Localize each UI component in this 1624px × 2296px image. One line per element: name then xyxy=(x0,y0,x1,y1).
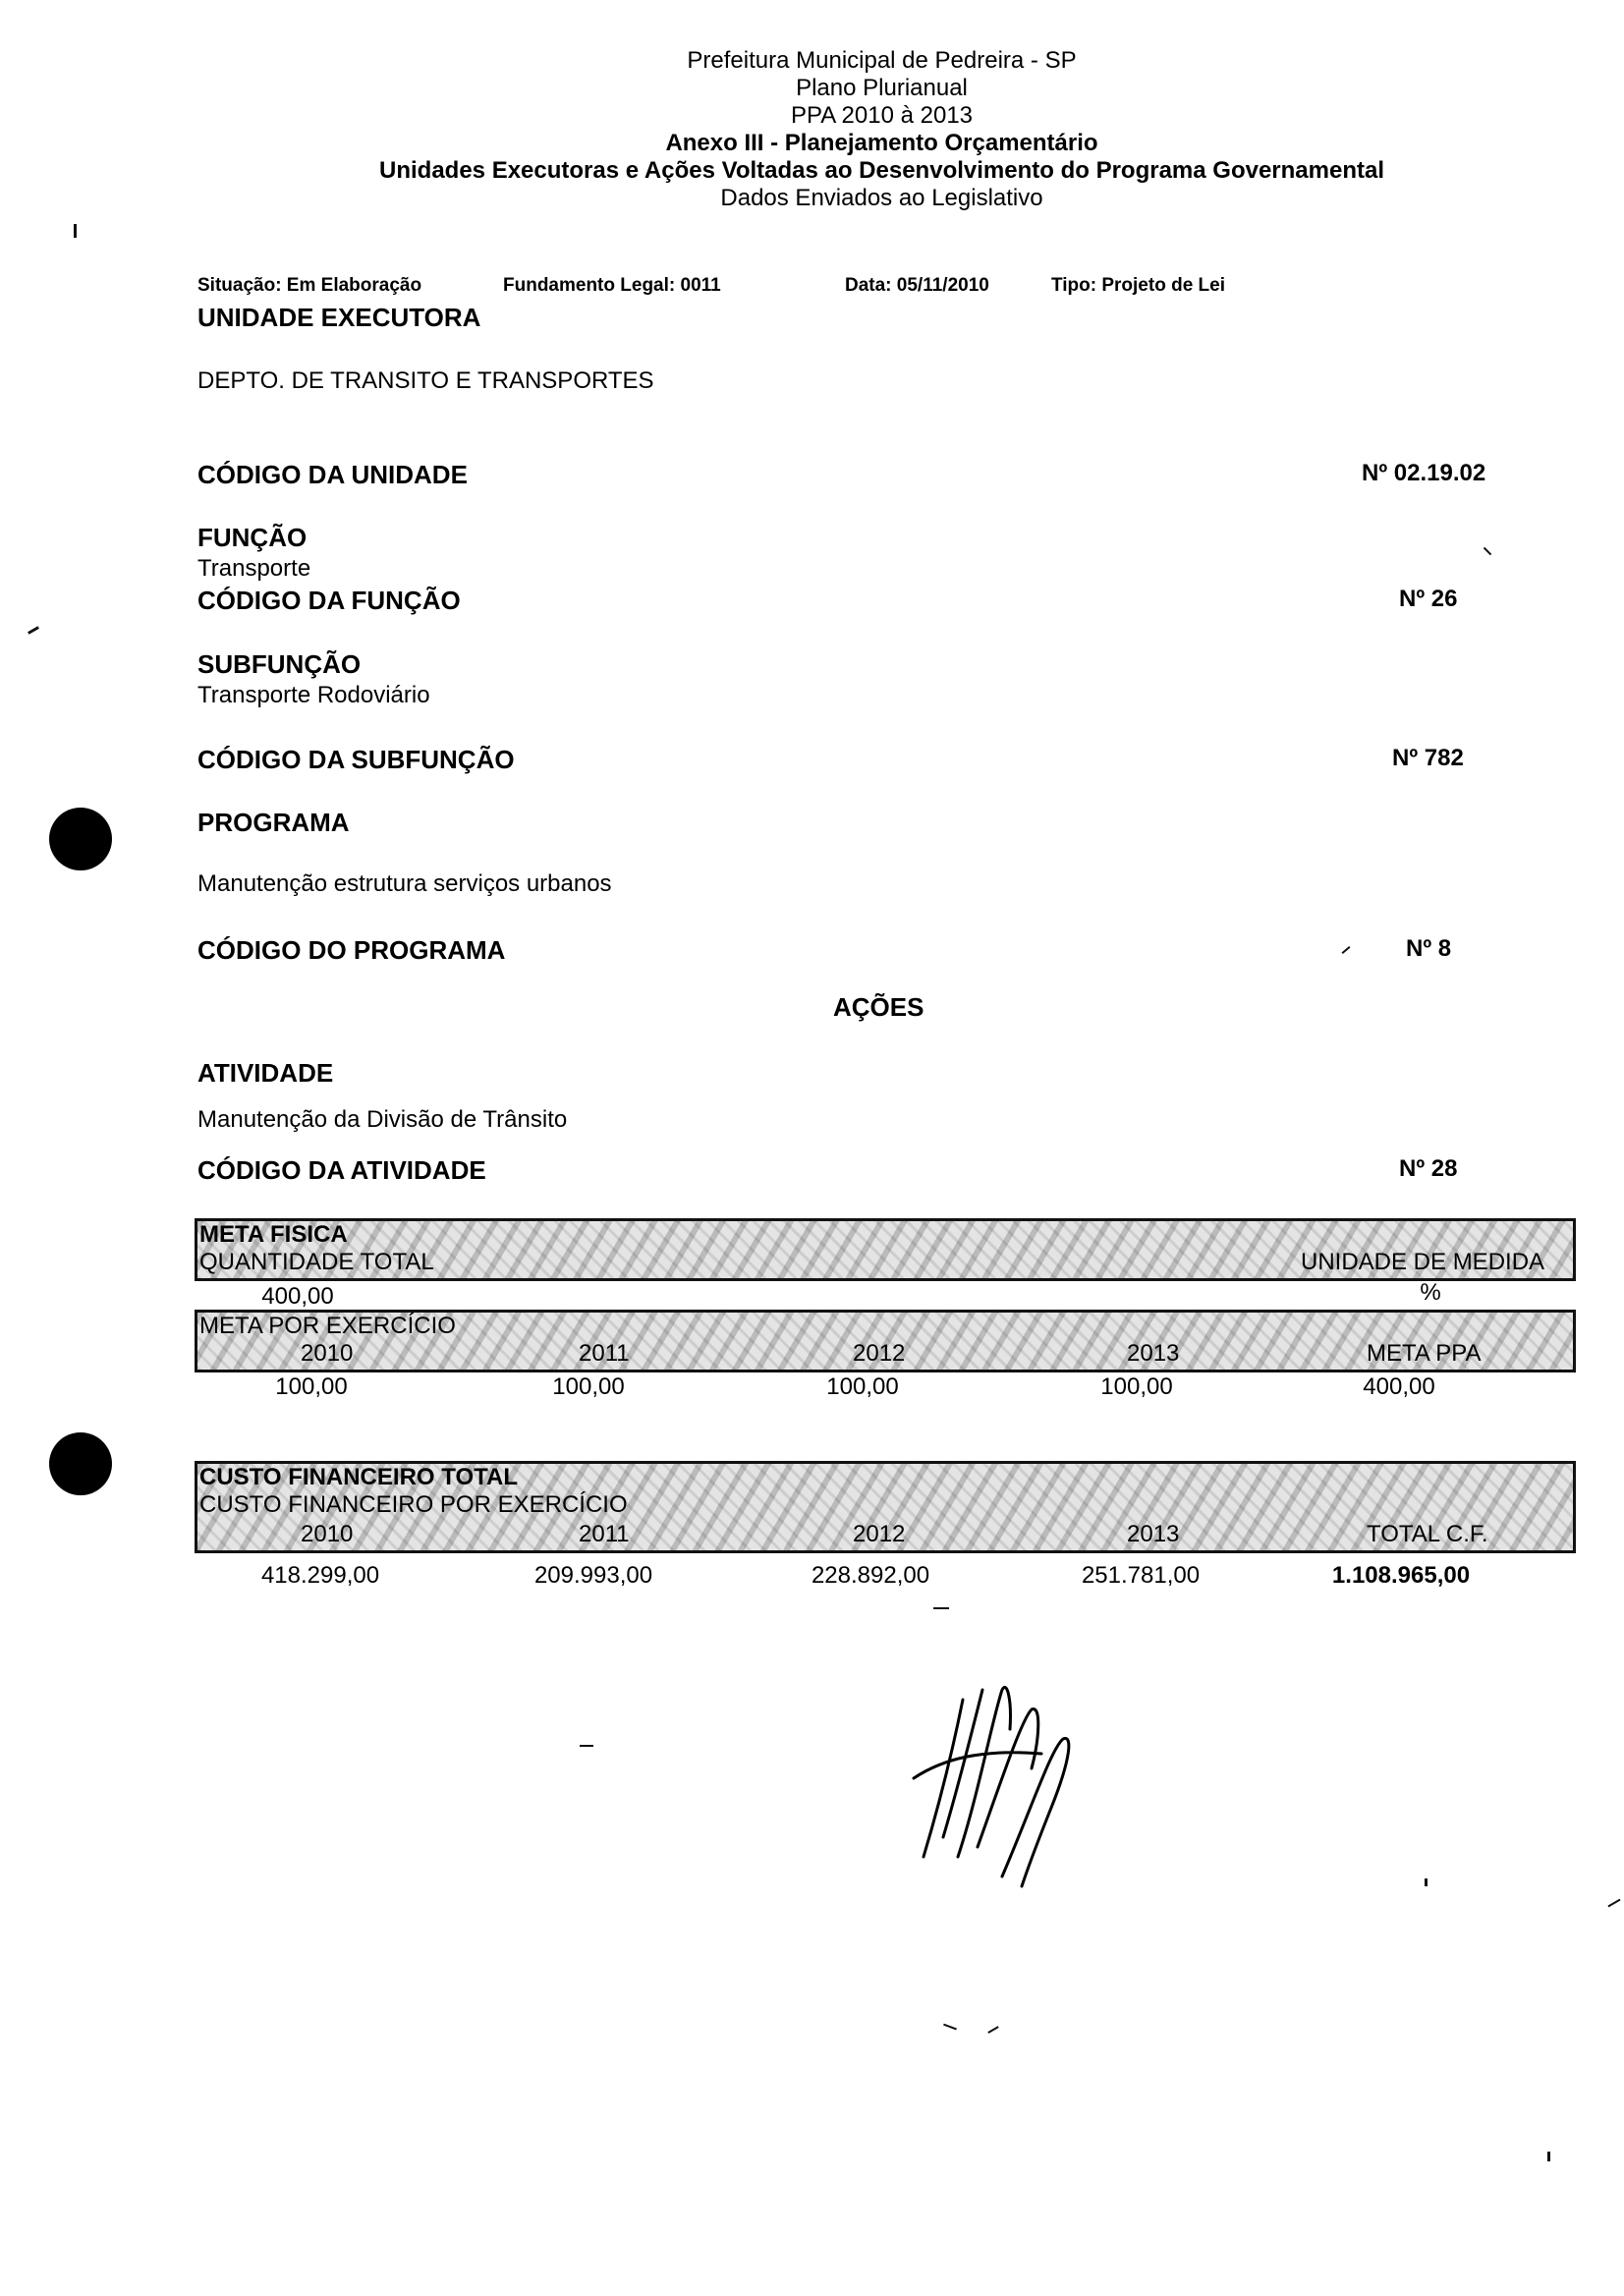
scan-speck xyxy=(1547,2152,1550,2161)
meta-value-2012: 100,00 xyxy=(826,1373,899,1400)
unidade-value: DEPTO. DE TRANSITO E TRANSPORTES xyxy=(197,367,654,394)
scan-speck xyxy=(933,1607,949,1609)
unidade-code-label: CÓDIGO DA UNIDADE xyxy=(197,460,468,489)
meta-fisica-unit-value: % xyxy=(1420,1279,1441,1306)
scan-speck xyxy=(1425,1878,1428,1886)
custo-title: CUSTO FINANCEIRO TOTAL xyxy=(199,1464,518,1490)
programa-code: Nº 8 xyxy=(1406,935,1452,962)
subfuncao-label: SUBFUNÇÃO xyxy=(197,649,362,679)
custo-year-2010: 2010 xyxy=(301,1521,354,1547)
header-plan: Plano Plurianual xyxy=(796,75,968,101)
meta-fisica-qty-value: 400,00 xyxy=(261,1283,334,1310)
scan-speck xyxy=(580,1745,593,1747)
atividade-code-label: CÓDIGO DA ATIVIDADE xyxy=(197,1155,486,1185)
meta-por-exercicio-header xyxy=(195,1310,1576,1372)
header-subtitle: Unidades Executoras e Ações Voltadas ao Desenvolvimento do Programa Governamental xyxy=(379,157,1384,184)
custo-value-2010: 418.299,00 xyxy=(260,1562,380,1589)
meta-fisica-title: META FISICA xyxy=(199,1221,348,1248)
funcao-code-label: CÓDIGO DA FUNÇÃO xyxy=(197,586,461,615)
scan-speck xyxy=(1342,946,1351,954)
acoes-title: AÇÕES xyxy=(833,992,924,1022)
custo-year-2011: 2011 xyxy=(579,1521,630,1547)
meta-ppa-value: 400,00 xyxy=(1363,1373,1435,1400)
atividade-code: Nº 28 xyxy=(1399,1155,1458,1182)
meta-ppa-label: META PPA xyxy=(1367,1340,1482,1367)
meta-year-2011: 2011 xyxy=(579,1340,630,1367)
meta-value-2013: 100,00 xyxy=(1100,1373,1173,1400)
funcao-value: Transporte xyxy=(197,555,311,582)
signature xyxy=(884,1660,1110,1906)
scan-speck xyxy=(1484,547,1491,555)
scan-speck xyxy=(987,2026,998,2034)
custo-value-2013: 251.781,00 xyxy=(1081,1562,1201,1589)
meta-fisica-unit-label: UNIDADE DE MEDIDA xyxy=(1301,1249,1545,1275)
header-period: PPA 2010 à 2013 xyxy=(790,102,974,129)
meta-data: Data: 05/11/2010 xyxy=(845,275,989,296)
programa-value: Manutenção estrutura serviços urbanos xyxy=(197,870,612,897)
scan-speck xyxy=(1607,1899,1620,1908)
unidade-code: Nº 02.19.02 xyxy=(1362,460,1486,486)
punch-hole-bottom xyxy=(49,1432,112,1495)
custo-total-label: TOTAL C.F. xyxy=(1367,1521,1488,1547)
meta-por-exercicio-label: META POR EXERCÍCIO xyxy=(199,1313,456,1339)
scan-speck xyxy=(74,224,77,238)
custo-value-2011: 209.993,00 xyxy=(533,1562,653,1589)
subfuncao-value: Transporte Rodoviário xyxy=(197,682,430,708)
unidade-label: UNIDADE EXECUTORA xyxy=(197,303,481,332)
meta-tipo: Tipo: Projeto de Lei xyxy=(1051,275,1225,296)
atividade-label: ATIVIDADE xyxy=(197,1058,334,1088)
signature-stroke xyxy=(914,1687,1069,1886)
custo-header xyxy=(195,1461,1576,1553)
custo-value-2012: 228.892,00 xyxy=(811,1562,930,1589)
custo-total-value: 1.108.965,00 xyxy=(1331,1562,1471,1589)
funcao-label: FUNÇÃO xyxy=(197,523,308,552)
document-header xyxy=(0,47,1624,212)
meta-value-2010: 100,00 xyxy=(275,1373,348,1400)
meta-fisica-qty-label: QUANTIDADE TOTAL xyxy=(199,1249,434,1275)
meta-situacao: Situação: Em Elaboração xyxy=(197,275,422,296)
funcao-code: Nº 26 xyxy=(1399,586,1458,612)
meta-year-2013: 2013 xyxy=(1127,1340,1180,1367)
custo-year-2012: 2012 xyxy=(853,1521,906,1547)
meta-year-2012: 2012 xyxy=(853,1340,906,1367)
scan-speck xyxy=(943,2024,957,2031)
scan-speck xyxy=(28,626,39,635)
atividade-value: Manutenção da Divisão de Trânsito xyxy=(197,1106,568,1133)
header-annex: Anexo III - Planejamento Orçamentário xyxy=(665,130,1098,156)
meta-year-2010: 2010 xyxy=(301,1340,354,1367)
meta-value-2011: 100,00 xyxy=(552,1373,625,1400)
punch-hole-top xyxy=(49,808,112,870)
subfuncao-code: Nº 782 xyxy=(1392,745,1464,771)
programa-label: PROGRAMA xyxy=(197,808,350,837)
programa-code-label: CÓDIGO DO PROGRAMA xyxy=(197,935,506,965)
custo-por-exercicio-label: CUSTO FINANCEIRO POR EXERCÍCIO xyxy=(199,1491,628,1518)
header-municipality: Prefeitura Municipal de Pedreira - SP xyxy=(687,47,1077,74)
meta-fundamento: Fundamento Legal: 0011 xyxy=(503,275,721,296)
header-note: Dados Enviados ao Legislativo xyxy=(720,185,1043,211)
meta-fisica-header xyxy=(195,1218,1576,1281)
subfuncao-code-label: CÓDIGO DA SUBFUNÇÃO xyxy=(197,745,515,774)
custo-year-2013: 2013 xyxy=(1127,1521,1180,1547)
